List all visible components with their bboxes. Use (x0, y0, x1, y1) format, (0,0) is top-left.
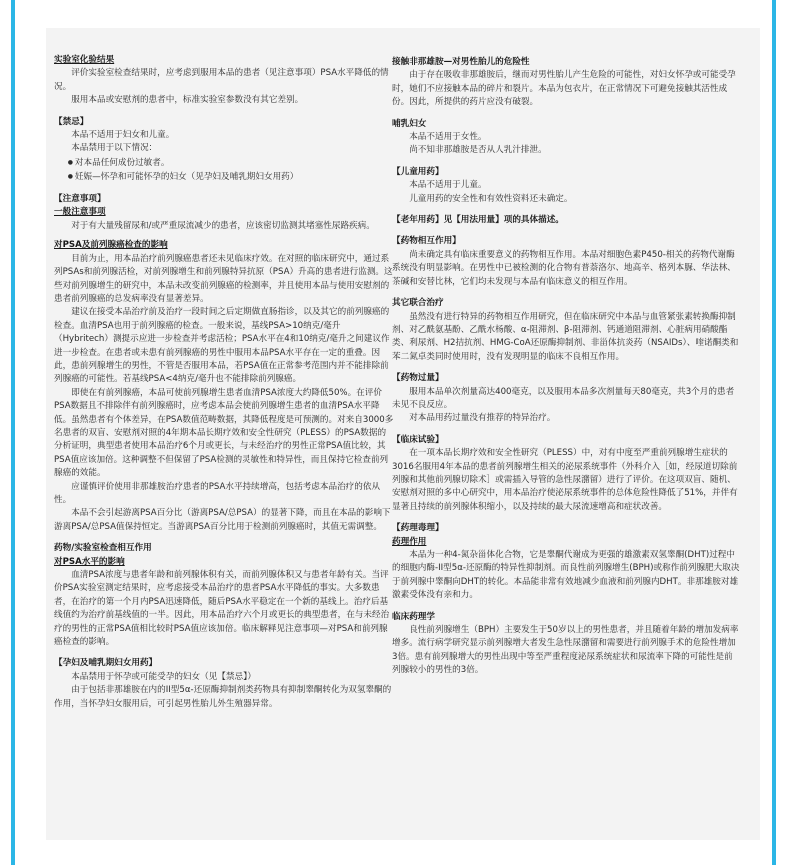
section-heading: 【老年用药】见【用法用量】项的具体描述。 (392, 215, 564, 226)
section-heading: 【药理毒理】 (392, 523, 444, 534)
body-paragraph: 由于包括非那雄胺在内的II型5α-还原酶抑制剂类药物具有抑制睾酮转化为双氢睾酮的作用，当怀孕妇女服用后，可引起男性胎儿外生殖器异常。 (54, 685, 392, 709)
right-column (392, 54, 740, 678)
section-heading: 药物/实验室检查相互作用 (54, 543, 152, 554)
section-heading: 哺乳妇女 (392, 118, 427, 129)
body-paragraph: 良性前列腺增生（BPH）主要发生于50岁以上的男性患者，并且随着年龄的增加发病率增多。流行病学研究显示前列腺增大者发生急性尿潴留和需要进行前列腺手术的危险性增加3倍。患有前列腺增大的男性出现中等至严重程度泌尿系统症状和尿流率下降的可能性是前列腺较小的男性的3倍。 (392, 625, 739, 676)
body-paragraph: 目前为止，用本品治疗前列腺癌患者还未见临床疗效。在对照的临床研究中，通过系列PSAs和前列腺活检，对前列腺增生和前列腺特异抗原（PSA）升高的患者进行监测。这些对前列腺增生的研究中，本品未改变前列腺癌的检测率，并且使用本品与使用安慰剂的患者前列腺癌的总发病率没有显著差异。 (54, 253, 393, 304)
bullet-list (54, 156, 394, 185)
body-paragraph: 本品禁用于怀孕或可能受孕的妇女（见【禁忌】） (71, 671, 256, 682)
section-heading: 临床药理学 (392, 611, 435, 622)
subsection-heading: 对PSA及前列腺癌检查的影响 (54, 240, 168, 251)
subsection-heading: 对PSA水平的影响 (54, 556, 125, 567)
body-paragraph: 服用本品或安慰剂的患者中，标准实验室参数没有其它差别。 (71, 95, 304, 106)
section-heading: 【临床试验】 (392, 434, 444, 445)
body-paragraph: 由于存在吸收非那雄胺后，继而对男性胎儿产生危险的可能性，对妇女怀孕或可能受孕时，她们不应接触本品的碎片和裂片。本品为包衣片，在正常情况下可避免接触其活性成份。因此，所提供的药片应没有破裂。 (392, 70, 736, 108)
body-paragraph: 尚不知非那雄胺是否从人乳汁排泄。 (409, 145, 547, 156)
section-heading: 【药物过量】 (392, 373, 444, 384)
body-paragraph: 本品不会引起游离PSA百分比（游离PSA/总PSA）的显著下降，而且在本品的影响下游离PSA/总PSA值保持恒定。当游离PSA百分比用于检测前列腺癌时，其值无需调整。 (54, 508, 391, 532)
left-border-stripe (11, 0, 15, 865)
body-paragraph: 建议在接受本品治疗前及治疗一段时间之后定期做直肠指诊，以及其它的前列腺癌的检查。血清PSA也用于前列腺癌的检查。一般来说，基线PSA>10纳克/毫升（Hybritech）测提示应进一步检查并考虑活检；PSA水平在4和10纳克/毫升之间建议作进一步检查。在患者或未患有前列腺癌的男性中服用本品PSA水平存在一定的重叠。因此，患前列腺增生的男性，不管是否服用本品，若PSA值在正常参考范围内并不能排除前列腺癌的可能性。若基线PSA<4纳克/毫升也不能排除前列腺癌。 (54, 307, 390, 385)
body-paragraph: 本品不适用于儿童。 (409, 180, 487, 191)
body-paragraph: 本品为一种4-氮杂甾体化合物，它是睾酮代谢成为更强的雄激素双氢睾酮(DHT)过程中的细胞内酶-II型5α-还原酶的特异性抑制剂。而良性前列腺增生(BPH)或称作前列腺肥大取决于前列腺中睾酮向DHT的转化。本品能非常有效地减少血液和前列腺内DHT。非那雄胺对雄激素受体没有亲和力。 (392, 550, 740, 601)
body-paragraph: 虽然没有进行特异的药物相互作用研究，但在临床研究中本品与血管紧张素转换酶抑制剂、对乙酰氨基酚、乙酰水杨酸、α-阻滞剂、β-阻滞剂、钙通道阻滞剂、心脏病用硝酸酯类、利尿剂、H2拮抗剂、HMG-CoA还原酶抑制剂、非甾体抗炎药（NSAIDs）、喹诺酮类和苯二氮卓类同时使用时，没有发现明显的临床不良相互作用。 (392, 311, 739, 362)
body-paragraph: 本品不适用于妇女和儿童。 (71, 130, 175, 141)
body-paragraph: 在一项本品长期疗效和安全性研究（PLESS）中，对有中度至严重前列腺增生症状的3016名服用4年本品的患者前列腺增生相关的泌尿系统事件（外科介入［如，经尿道切除前列腺和其他前列腺切除术］或需插入导管的急性尿潴留）进行了评价。在这项双盲、随机、安慰剂对照的多中心研究中，用本品治疗使泌尿系统事件的总体危险性降低了51%，并伴有显著且持续的前列腺体积缩小，以及持续的最大尿流速增高和症状改善。 (392, 448, 738, 512)
left-column (54, 54, 394, 711)
body-paragraph: 评价实验室检查结果时，应考虑到服用本品的患者（见注意事项）PSA水平降低的情况。 (54, 68, 389, 92)
section-spacer (392, 514, 740, 520)
body-paragraph: 儿童用药的安全性和有效性资料还未确定。 (409, 193, 573, 204)
bullet-item: ● 对本品任何成份过敏者。 (68, 156, 394, 171)
right-border-stripe (772, 0, 776, 865)
body-paragraph: 本品禁用于以下情况： (71, 143, 158, 154)
leaflet-page (46, 28, 760, 840)
section-heading: 接触非那雄胺—对男性胎儿的危险性 (392, 57, 530, 67)
body-paragraph: 对本品用药过量没有推荐的特异治疗。 (409, 413, 556, 424)
body-paragraph: 本品不适用于女性。 (409, 132, 487, 143)
section-spacer (392, 289, 740, 295)
section-heading: 【孕妇及哺乳期妇女用药】 (54, 658, 158, 669)
section-heading: 【药物相互作用】 (392, 236, 461, 247)
body-paragraph: 应谨慎评价使用非那雄胺治疗患者的PSA水平持续增高，包括考虑本品治疗的依从性。 (54, 481, 381, 505)
body-paragraph: 对于有大量残留尿和/或严重尿流减少的患者，应该密切监测其堵塞性尿路疾病。 (71, 220, 375, 231)
section-heading: 【儿童用药】 (392, 166, 444, 177)
section-spacer (54, 108, 394, 114)
section-spacer (392, 158, 740, 164)
section-spacer (392, 426, 740, 432)
bullet-item: ● 妊娠—怀孕和可能怀孕的妇女（见孕妇及哺乳期妇女用药） (68, 170, 394, 185)
section-spacer (392, 364, 740, 370)
subsection-heading: 药理作用 (392, 536, 427, 547)
section-spacer (54, 534, 394, 540)
section-heading: 【注意事项】 (54, 194, 106, 205)
body-paragraph: 血清PSA浓度与患者年龄和前列腺体积有关，而前列腺体积又与患者年龄有关。当评价PSA实验室测定结果时，应考虑接受本品治疗的患者PSA水平降低的事实。大多数患者，在治疗的第一个月内PSA迅速降低，随后PSA水平稳定在一个新的基线上。治疗后基线值约为治疗前基线值的一半。因此，用本品治疗六个月或更长的典型患者，在与未经治疗的男性的正常PSA值相比较时PSA值应该加倍。临床解释见注意事项—对PSA和前列腺癌检查的影响。 (54, 570, 390, 648)
section-spacer (392, 227, 740, 233)
body-paragraph: 尚未确定具有临床重要意义的药物相互作用。本品对细胞色素P450-相关的药物代谢酶系统没有明显影响。在男性中已被检测的化合物有普萘洛尔、地高辛、格列本脲、华法林、茶碱和安替比林，它们均未发现与本品有临床意义的相互作用。 (392, 249, 736, 287)
subsection-heading: 实验室化验结果 (54, 55, 115, 65)
section-spacer (392, 206, 740, 212)
section-heading: 【禁忌】 (54, 116, 89, 127)
section-heading: 其它联合治疗 (392, 298, 444, 309)
section-spacer (54, 185, 394, 191)
subsection-heading: 一般注意事项 (54, 207, 106, 218)
body-paragraph: 服用本品单次剂量高达400毫克，以及服用本品多次剂量每天80毫克，共3个月的患者未见不良反应。 (392, 386, 735, 410)
section-spacer (392, 603, 740, 609)
section-spacer (392, 110, 740, 116)
section-spacer (54, 649, 394, 655)
body-paragraph: 即使在有前列腺癌，本品可使前列腺增生患者血清PSA浓度大约降低50%。在评价PSA数据且不排除伴有前列腺癌时，应考虑本品会使前列腺增生患者的血清PSA水平降低。虽然患者有个体差异，在PSA数值范畴数据，其降低程度是可预测的。对来自3000多名患者的双盲、安慰剂对照的4年期本品长期疗效和安全性研究（PLESS）的PSA数据的分析证明，典型患者使用本品治疗6个月或更长，与未经治疗的男性正常PSA值比较，其PSA值应该加倍。这种调整不但保留了PSA检测的灵敏性和特异性，而且保持它检查前列腺癌的效能。 (54, 387, 394, 479)
